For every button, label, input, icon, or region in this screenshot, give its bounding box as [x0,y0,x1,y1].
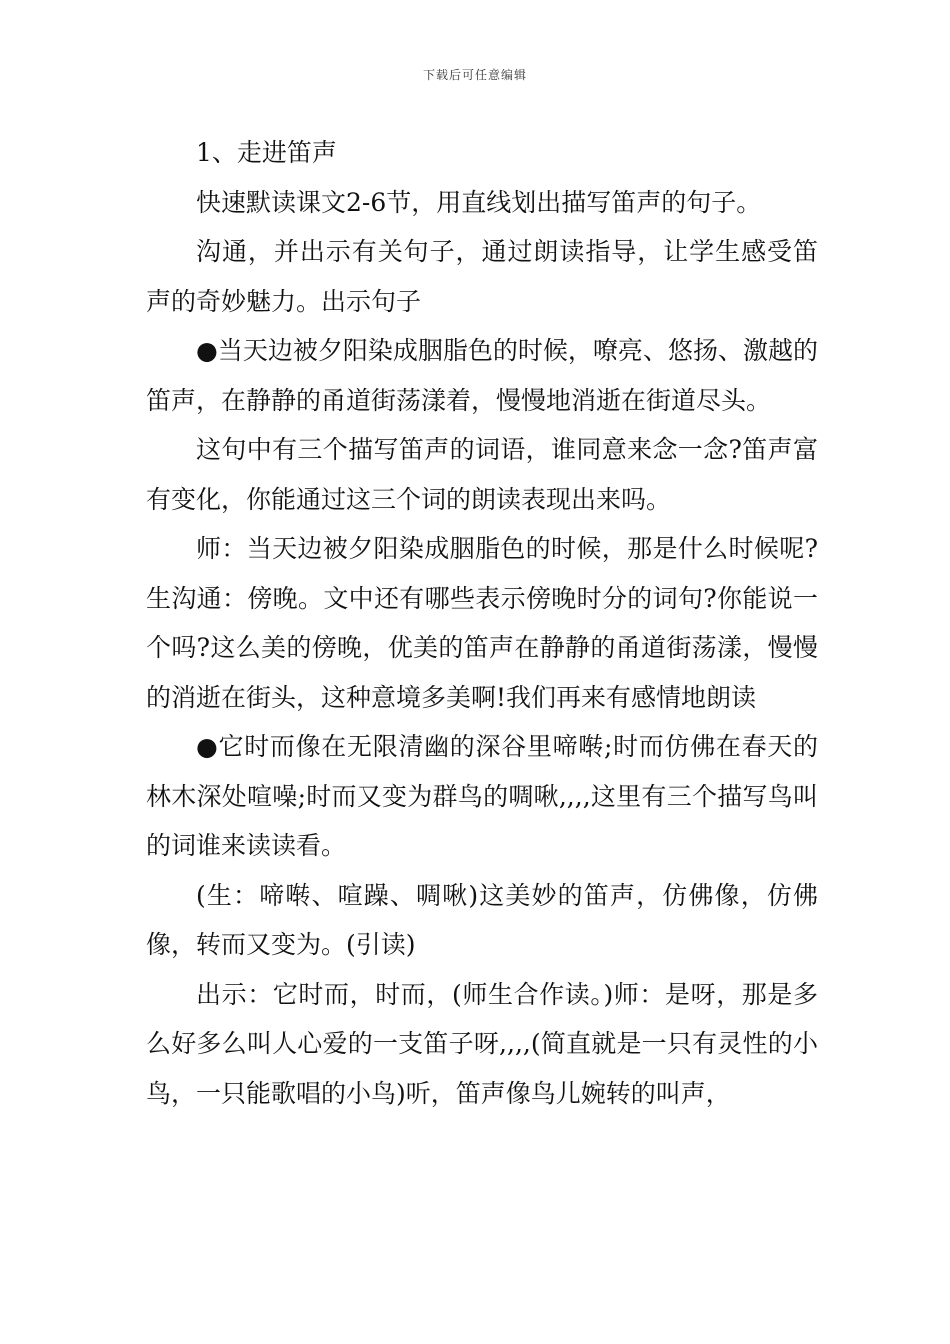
paragraph: (生：啼啭、喧躁、啁啾)这美妙的笛声，仿佛像，仿佛像，转而又变为。(引读) [146,880,818,959]
bullet-paragraph: ●它时而像在无限清幽的深谷里啼啭;时而仿佛在春天的林木深处喧噪;时而又变为群鸟的啁啾,,,,这里有三个描写鸟叫的词谁来读读看。 [146,732,818,860]
paragraph: 沟通，并出示有关句子，通过朗读指导，让学生感受笛声的奇妙魅力。出示句子 [146,237,818,316]
section-heading: 1、走进笛声 [196,138,337,167]
paragraph: 快速默读课文2-6节，用直线划出描写笛声的句子。 [196,187,762,217]
document-body [146,128,818,1118]
paragraph: 师：当天边被夕阳染成胭脂色的时候，那是什么时候呢?生沟通：傍晚。文中还有哪些表示傍晚时分的词句?你能说一个吗?这么美的傍晚，优美的笛声在静静的甬道街荡漾，慢慢的消逝在街头，这种意境多美啊!我们再来有感情地朗读 [146,534,818,712]
paragraph: 出示：它时而，时而，(师生合作读。)师：是呀，那是多么好多么叫人心爱的一支笛子呀,,,,(简直就是一只有灵性的小鸟，一只能歌唱的小鸟)听，笛声像鸟儿婉转的叫声， [146,979,818,1108]
page-header: 下载后可任意编辑 [422,68,527,82]
paragraph: 这句中有三个描写笛声的词语，谁同意来念一念?笛声富有变化，你能通过这三个词的朗读表现出来吗。 [146,435,818,514]
bullet-paragraph: ●当天边被夕阳染成胭脂色的时候，嘹亮、悠扬、激越的笛声，在静静的甬道街荡漾着，慢慢地消逝在街道尽头。 [146,336,818,415]
